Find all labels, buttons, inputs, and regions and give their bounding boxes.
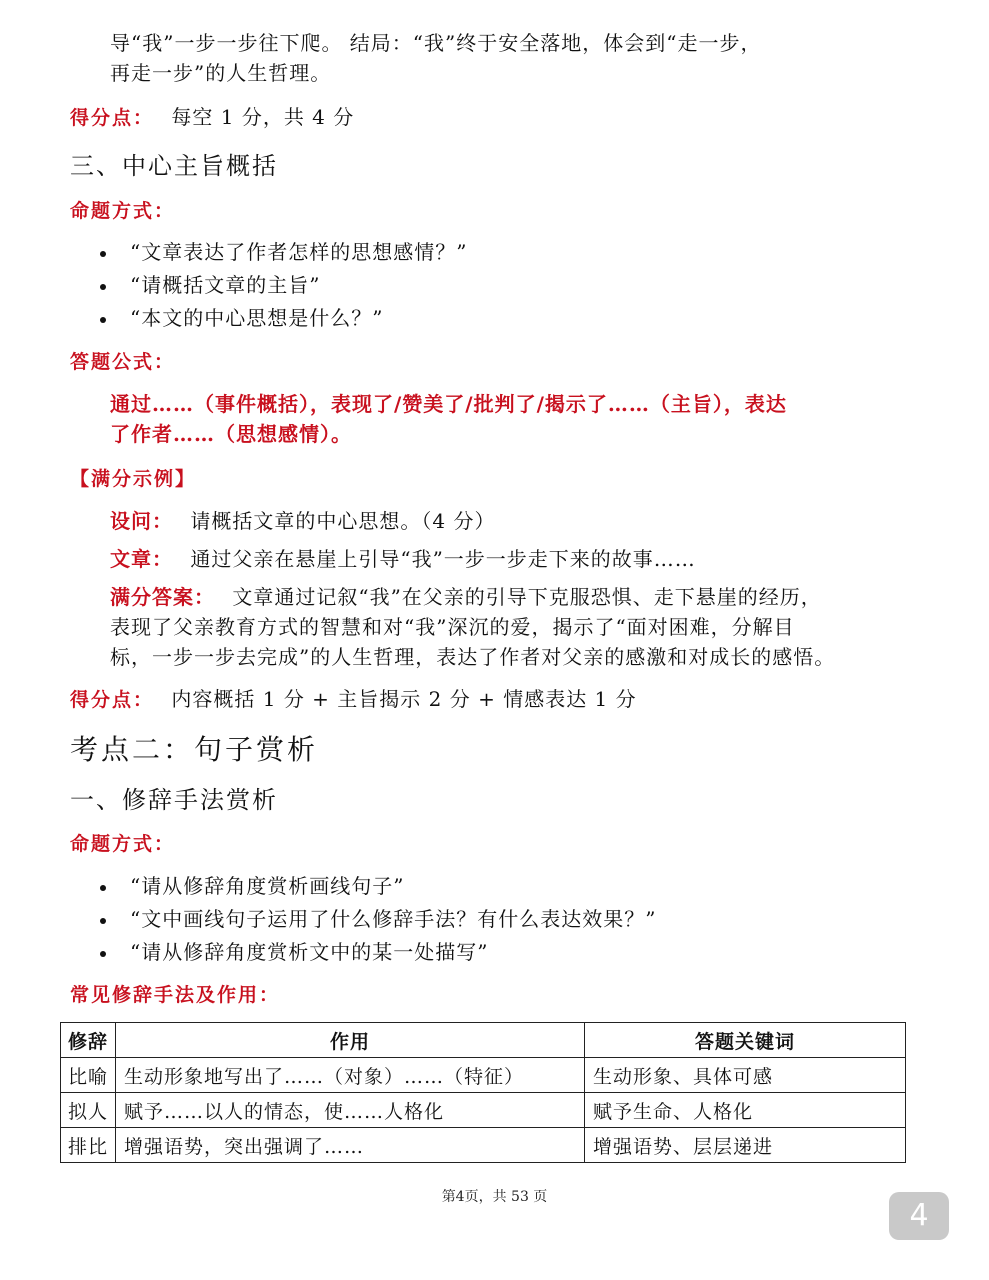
example-article-text: 通过父亲在悬崖上引导“我”一步一步走下来的故事…… [190,547,696,571]
score-text: 每空 1 分，共 4 分 [171,105,355,129]
method-label: 命题方式： [70,200,176,222]
rhetoric-table [60,1022,906,1163]
score-label: 得分点： [70,689,155,711]
question-item: “文章表达了作者怎样的思想感情？” [130,240,468,264]
table-row [61,1058,906,1093]
question-item: “文中画线句子运用了什么修辞手法？有什么表达效果？” [130,907,657,931]
bullet-icon [100,284,106,290]
page-number-badge: 4 [889,1192,949,1240]
question-item: “本文的中心思想是什么？” [130,306,384,330]
formula-label: 答题公式： [70,351,176,373]
table-cell: 增强语势、层层递进 [585,1128,906,1163]
table-cell: 赋予……以人的情态，使……人格化 [116,1093,585,1128]
score-line-2 [70,684,637,715]
example-answer-line-1 [110,582,822,612]
example-answer-line-3: 标，一步一步去完成”的人生哲理，表达了作者对父亲的感激和对成长的感悟。 [110,645,836,669]
table-header-cell: 修辞 [61,1023,116,1058]
table-header-cell: 答题关键词 [585,1023,906,1058]
section-heading-3: 三、中心主旨概括 [70,152,278,180]
bullet-icon [100,951,106,957]
intro-line-2: 再走一步”的人生哲理。 [110,61,332,85]
table-cell: 排比 [61,1128,116,1163]
common-rhetoric-label: 常见修辞手法及作用： [70,984,281,1006]
method-label: 命题方式： [70,833,176,855]
question-item: “请从修辞角度赏析画线句子” [130,874,405,898]
table-header-cell: 作用 [116,1023,585,1058]
example-answer-text: 文章通过记叙“我”在父亲的引导下克服恐惧、走下悬崖的经历， [232,585,822,609]
score-text: 内容概括 1 分 + 主旨揭示 2 分 + 情感表达 1 分 [171,687,637,711]
bullet-icon [100,317,106,323]
example-question-text: 请概括文章的中心思想。（4 分） [190,509,496,533]
table-cell: 比喻 [61,1058,116,1093]
question-item: “请从修辞角度赏析文中的某一处描写” [130,940,489,964]
score-label: 得分点： [70,107,155,129]
table-row [61,1093,906,1128]
table-row [61,1128,906,1163]
table-cell: 生动形象地写出了……（对象）……（特征） [116,1058,585,1093]
bullet-icon [100,885,106,891]
example-question-label: 设问： [110,509,173,533]
intro-line-1: 导“我”一步一步往下爬。 结局：“我”终于安全落地，体会到“走一步， [110,31,762,55]
section-title-kaodian-2: 考点二：句子赏析 [70,733,319,766]
table-header-row [61,1023,906,1058]
score-line-1 [70,102,354,133]
formula-line-2: 了作者……（思想感情）。 [110,422,352,446]
formula-line-1: 通过……（事件概括），表现了/赞美了/批判了/揭示了……（主旨），表达 [110,392,787,416]
example-question [110,506,495,536]
subsection-heading: 一、修辞手法赏析 [70,786,278,814]
example-article-label: 文章： [110,547,173,571]
table-cell: 拟人 [61,1093,116,1128]
example-answer-label: 满分答案： [110,585,215,609]
question-item: “请概括文章的主旨” [130,273,321,297]
table-cell: 赋予生命、人格化 [585,1093,906,1128]
example-article [110,544,696,574]
table-cell: 生动形象、具体可感 [585,1058,906,1093]
example-header: 【满分示例】 [70,468,197,490]
example-answer-line-2: 表现了父亲教育方式的智慧和对“我”深沉的爱，揭示了“面对困难，分解目 [110,615,795,639]
bullet-icon [100,918,106,924]
page-footer: 第4页，共 53 页 [441,1189,548,1205]
table-cell: 增强语势，突出强调了…… [116,1128,585,1163]
bullet-icon [100,251,106,257]
